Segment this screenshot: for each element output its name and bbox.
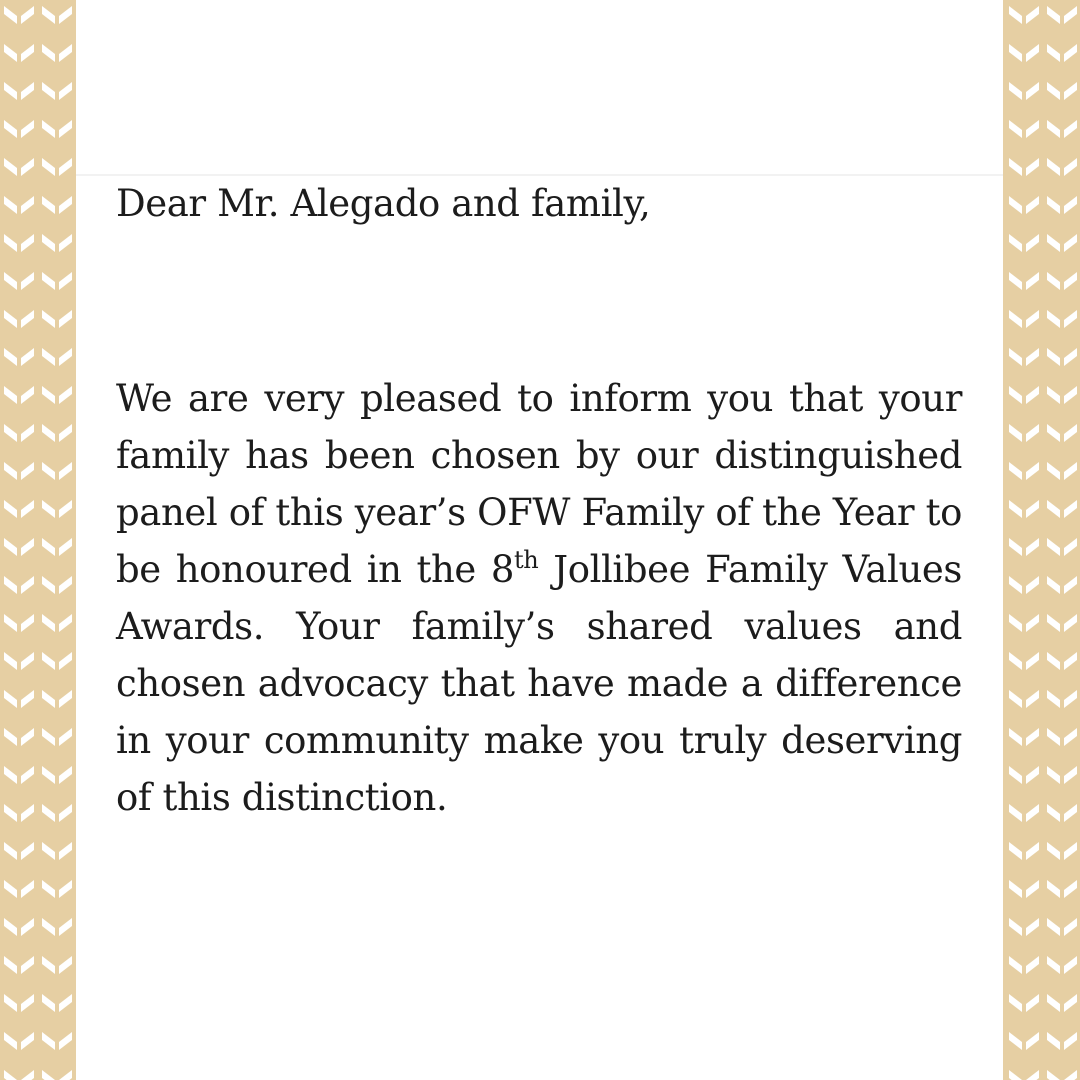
left-chevron-border <box>0 0 76 1080</box>
right-chevron-border <box>1003 0 1080 1080</box>
ordinal-suffix: th <box>514 546 539 574</box>
salutation: Dear Mr. Alegado and family, <box>116 182 651 225</box>
body-part-2: Jollibee Family Values Awards. Your family’s shared values and chosen advocacy that have made a difference in your community make you truly deserving of this distinction. <box>116 548 963 819</box>
right-border-pattern <box>1003 0 1080 1080</box>
letter-body <box>116 370 962 826</box>
left-border-pattern <box>0 0 76 1080</box>
body-part-1: We are very pleased to inform you that your family has been chosen by our distinguished panel of this year’s OFW Family of the Year to be honoured in the <box>116 377 962 591</box>
ordinal-number: 8 <box>490 548 515 591</box>
